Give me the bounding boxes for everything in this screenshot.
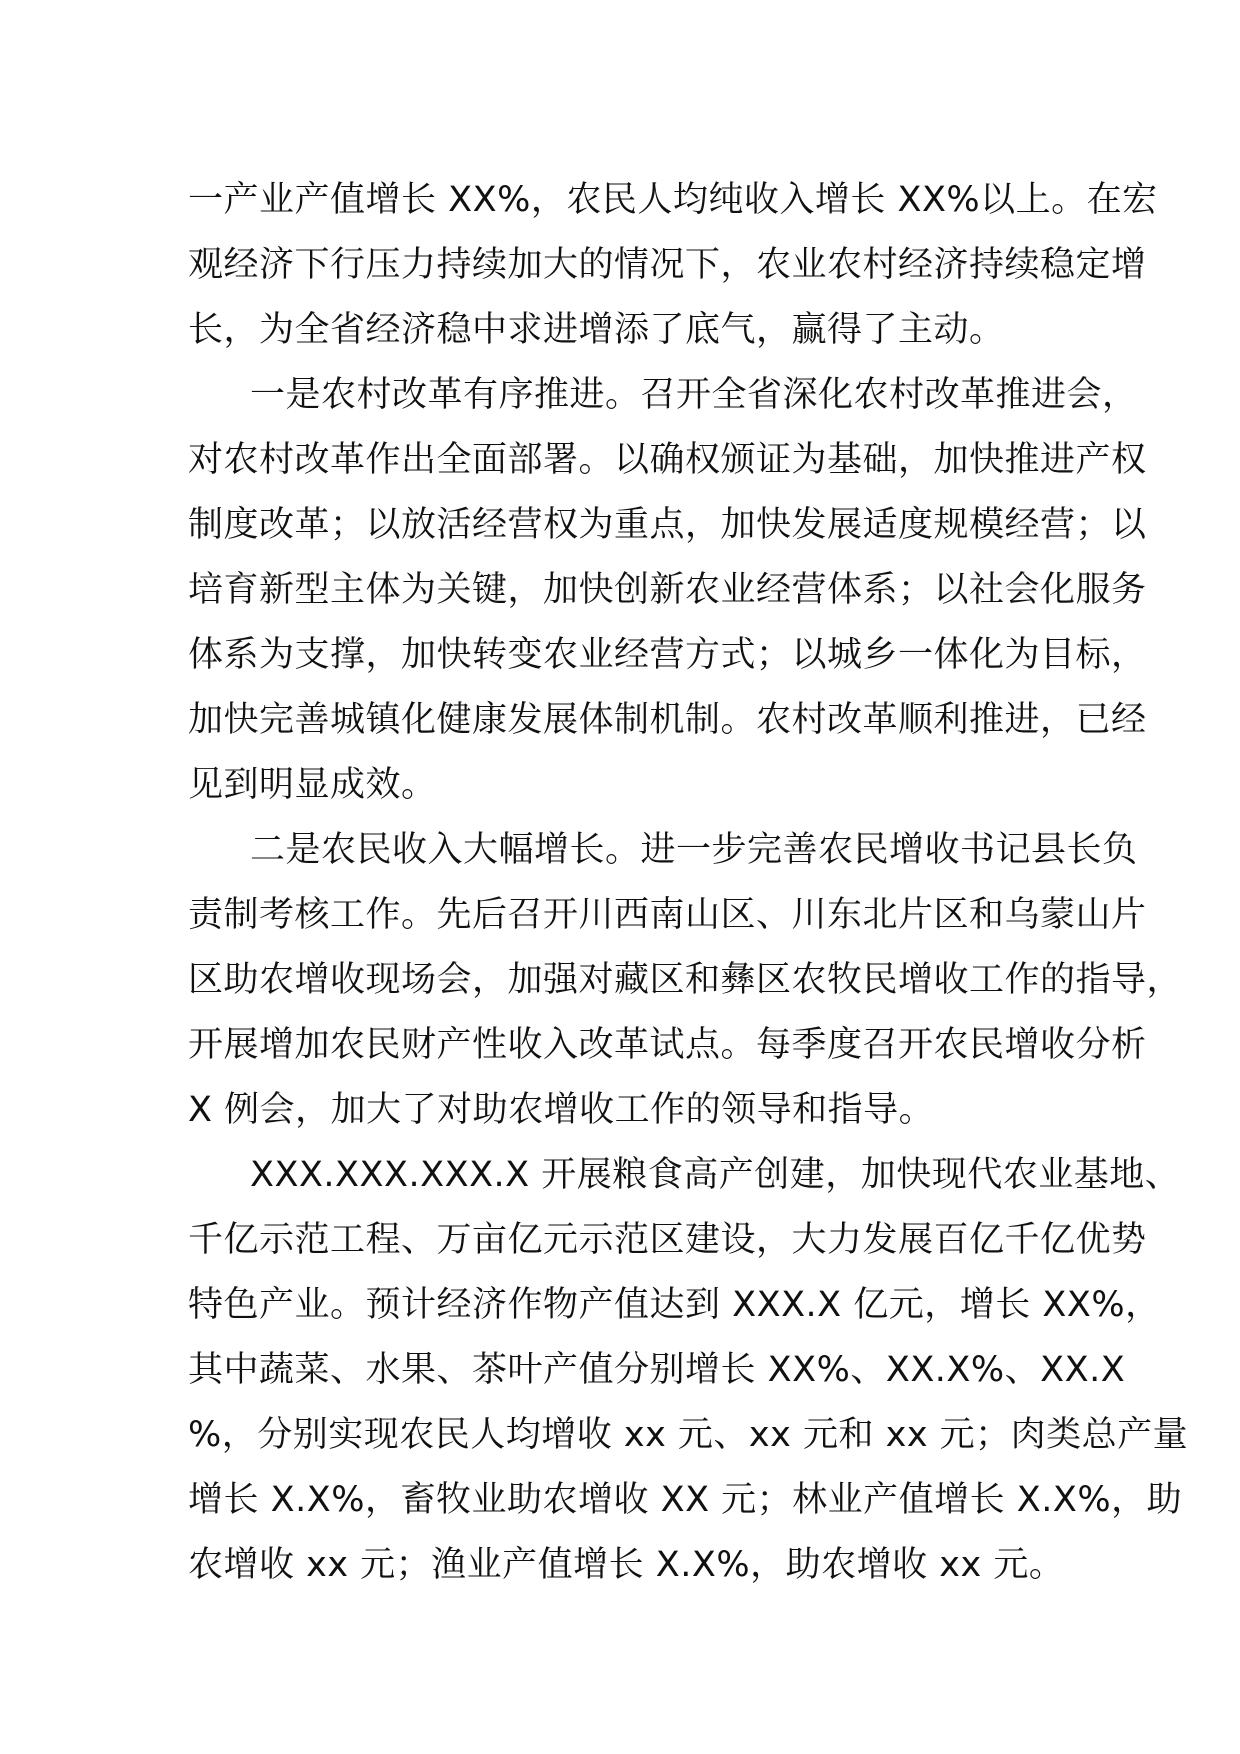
paragraph-rural-reform bbox=[188, 363, 1147, 818]
text-line: 观经济下行压力持续加大的情况下，农业农村经济持续稳定增 bbox=[188, 245, 1147, 285]
document-body bbox=[188, 168, 1189, 1598]
text-line: 长，为全省经济稳中求进增添了底气，赢得了主动。 bbox=[188, 310, 1005, 350]
paragraph-farmer-income bbox=[188, 818, 1183, 1143]
text-line: X 例会，加大了对助农增收工作的领导和指导。 bbox=[188, 1090, 935, 1130]
paragraph-grain-production bbox=[188, 1143, 1189, 1598]
text-line: 见到明显成效。 bbox=[188, 765, 437, 805]
text-line: 其中蔬菜、水果、茶叶产值分别增长 XX%、XX.X%、XX.X bbox=[188, 1350, 1126, 1390]
text-line: XXX.XXX.XXX.X 开展粮食高产创建，加快现代农业基地、 bbox=[250, 1155, 1181, 1195]
text-line: 对农村改革作出全面部署。以确权颁证为基础，加快推进产权 bbox=[188, 440, 1147, 480]
text-line: 制度改革；以放活经营权为重点，加快发展适度规模经营；以 bbox=[188, 505, 1147, 545]
text-line: 二是农民收入大幅增长。进一步完善农民增收书记县长负 bbox=[250, 830, 1138, 870]
text-line: 体系为支撑，加快转变农业经营方式；以城乡一体化为目标， bbox=[188, 635, 1147, 675]
text-line: 加快完善城镇化健康发展体制机制。农村改革顺利推进，已经 bbox=[188, 700, 1147, 740]
text-line: 增长 X.X%，畜牧业助农增收 XX 元；林业产值增长 X.X%，助 bbox=[188, 1480, 1183, 1520]
text-line: 特色产业。预计经济作物产值达到 XXX.X 亿元，增长 XX%， bbox=[188, 1285, 1161, 1325]
text-line: 千亿示范工程、万亩亿元示范区建设，大力发展百亿千亿优势 bbox=[188, 1220, 1147, 1260]
text-line: 一是农村改革有序推进。召开全省深化农村改革推进会， bbox=[250, 375, 1138, 415]
paragraph-continuation bbox=[188, 168, 1158, 363]
text-line: 一产业产值增长 XX%，农民人均纯收入增长 XX%以上。在宏 bbox=[188, 180, 1158, 220]
text-line: 开展增加农民财产性收入改革试点。每季度召开农民增收分析 bbox=[188, 1025, 1147, 1065]
text-line: 培育新型主体为关键，加快创新农业经营体系；以社会化服务 bbox=[188, 570, 1147, 610]
text-line: 责制考核工作。先后召开川西南山区、川东北片区和乌蒙山片 bbox=[188, 895, 1147, 935]
text-line: %，分别实现农民人均增收 xx 元、xx 元和 xx 元；肉类总产量 bbox=[188, 1415, 1189, 1455]
text-line: 农增收 xx 元；渔业产值增长 X.X%，助农增收 xx 元。 bbox=[188, 1545, 1065, 1585]
text-line: 区助农增收现场会，加强对藏区和彝区农牧民增收工作的指导， bbox=[188, 960, 1183, 1000]
